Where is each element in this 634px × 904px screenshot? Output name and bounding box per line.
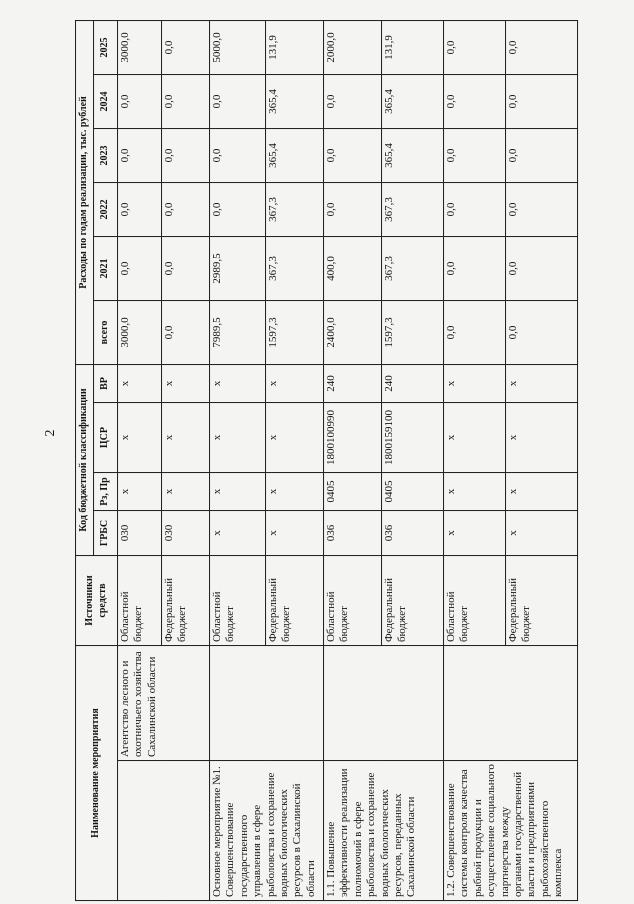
vr-cell: 240 [381, 364, 443, 402]
y2025-cell: 131,9 [265, 20, 323, 74]
grbs-cell: 036 [381, 511, 443, 556]
table-row [117, 20, 161, 900]
header-2022: 2022 [93, 182, 117, 236]
total-cell: 2400,0 [323, 300, 381, 364]
y2025-cell: 0,0 [161, 20, 209, 74]
source-cell: Федеральный бюджет [505, 556, 577, 646]
csr-cell: 1800100990 [323, 403, 381, 473]
budget-table [75, 20, 578, 901]
rz-pr-cell: х [117, 473, 161, 511]
y2021-cell: 0,0 [505, 236, 577, 300]
grbs-cell: 036 [323, 511, 381, 556]
rz-pr-cell: х [209, 473, 265, 511]
header-total: всего [93, 300, 117, 364]
responsible-cell: Агентство лесного и охотничьего хозяйства Сахалинской области [117, 646, 209, 761]
y2022-cell: 0,0 [505, 182, 577, 236]
table-body [117, 20, 577, 900]
activity-name-cell: 1.2. Совершенствование системы контроля качества рыбной продукции и осуществление социального партнерства между органами государственной власти и предприятиями рыбохозяйственного комплекса [443, 761, 577, 901]
page-number: 2 [43, 429, 58, 437]
y2022-cell: 367,3 [265, 182, 323, 236]
grbs-cell: 030 [161, 511, 209, 556]
y2023-cell: 365,4 [381, 128, 443, 182]
grbs-cell: х [505, 511, 577, 556]
rz-pr-cell: х [443, 473, 505, 511]
activity-name-cell [117, 761, 209, 901]
activity-name-cell: Основное мероприятие №1. Совершенствование государственного управления в сфере рыболовства и сохранение водных биологических ресурсов в Сахалинской области [209, 761, 323, 901]
y2024-cell: 0,0 [443, 74, 505, 128]
total-cell: 3000,0 [117, 300, 161, 364]
y2022-cell: 0,0 [323, 182, 381, 236]
total-cell: 0,0 [505, 300, 577, 364]
y2021-cell: 0,0 [117, 236, 161, 300]
csr-cell: х [161, 403, 209, 473]
vr-cell: х [209, 364, 265, 402]
y2021-cell: 367,3 [265, 236, 323, 300]
responsible-cell [323, 646, 443, 761]
grbs-cell: х [209, 511, 265, 556]
y2024-cell: 0,0 [117, 74, 161, 128]
y2021-cell: 400,0 [323, 236, 381, 300]
y2022-cell: 0,0 [443, 182, 505, 236]
y2023-cell: 365,4 [265, 128, 323, 182]
table-row [209, 20, 265, 900]
csr-cell: х [209, 403, 265, 473]
responsible-cell [209, 646, 323, 761]
y2023-cell: 0,0 [117, 128, 161, 182]
y2024-cell: 0,0 [161, 74, 209, 128]
y2022-cell: 0,0 [117, 182, 161, 236]
csr-cell: х [505, 403, 577, 473]
total-cell: 0,0 [443, 300, 505, 364]
vr-cell: х [161, 364, 209, 402]
y2025-cell: 3000,0 [117, 20, 161, 74]
rz-pr-cell: х [161, 473, 209, 511]
header-2024: 2024 [93, 74, 117, 128]
responsible-cell [443, 646, 577, 761]
y2025-cell: 0,0 [443, 20, 505, 74]
vr-cell: х [117, 364, 161, 402]
header-2023: 2023 [93, 128, 117, 182]
source-cell: Федеральный бюджет [381, 556, 443, 646]
grbs-cell: 030 [117, 511, 161, 556]
header-name: Наименование мероприятия [75, 646, 117, 901]
csr-cell: 1800159100 [381, 403, 443, 473]
y2023-cell: 0,0 [209, 128, 265, 182]
y2022-cell: 0,0 [209, 182, 265, 236]
source-cell: Федеральный бюджет [265, 556, 323, 646]
y2023-cell: 0,0 [161, 128, 209, 182]
table-row [323, 20, 381, 900]
table-row [443, 20, 505, 900]
y2022-cell: 367,3 [381, 182, 443, 236]
header-expenses: Расходы по годам реализации, тыс. рублей [75, 20, 93, 364]
source-cell: Областной бюджет [117, 556, 161, 646]
y2024-cell: 0,0 [323, 74, 381, 128]
source-cell: Областной бюджет [323, 556, 381, 646]
header-2025: 2025 [93, 20, 117, 74]
total-cell: 1597,3 [265, 300, 323, 364]
y2024-cell: 365,4 [381, 74, 443, 128]
y2023-cell: 0,0 [443, 128, 505, 182]
source-cell: Федеральный бюджет [161, 556, 209, 646]
y2022-cell: 0,0 [161, 182, 209, 236]
rz-pr-cell: 0405 [381, 473, 443, 511]
y2024-cell: 0,0 [505, 74, 577, 128]
y2021-cell: 0,0 [161, 236, 209, 300]
activity-name-cell: 1.1. Повышение эффективности реализации полномочий в сфере рыболовства и сохранение водных биологических ресурсов, переданных Сахалинской области [323, 761, 443, 901]
vr-cell: х [505, 364, 577, 402]
header-csr: ЦСР [93, 403, 117, 473]
vr-cell: х [443, 364, 505, 402]
vr-cell: х [265, 364, 323, 402]
y2021-cell: 2989,5 [209, 236, 265, 300]
y2023-cell: 0,0 [505, 128, 577, 182]
y2025-cell: 0,0 [505, 20, 577, 74]
header-vr: ВР [93, 364, 117, 402]
y2024-cell: 0,0 [209, 74, 265, 128]
header-sources: Источники средств [75, 556, 117, 646]
total-cell: 7989,5 [209, 300, 265, 364]
y2024-cell: 365,4 [265, 74, 323, 128]
y2025-cell: 131,9 [381, 20, 443, 74]
total-cell: 1597,3 [381, 300, 443, 364]
header-budget-classification: Код бюджетной классификации [75, 364, 93, 555]
header-grbs: ГРБС [93, 511, 117, 556]
grbs-cell: х [265, 511, 323, 556]
csr-cell: х [265, 403, 323, 473]
rz-pr-cell: 0405 [323, 473, 381, 511]
csr-cell: х [117, 403, 161, 473]
y2021-cell: 0,0 [443, 236, 505, 300]
y2025-cell: 5000,0 [209, 20, 265, 74]
vr-cell: 240 [323, 364, 381, 402]
grbs-cell: х [443, 511, 505, 556]
y2025-cell: 2000,0 [323, 20, 381, 74]
source-cell: Областной бюджет [443, 556, 505, 646]
csr-cell: х [443, 403, 505, 473]
rz-pr-cell: х [265, 473, 323, 511]
y2021-cell: 367,3 [381, 236, 443, 300]
header-rz-pr: Рз, Пр [93, 473, 117, 511]
total-cell: 0,0 [161, 300, 209, 364]
header-2021: 2021 [93, 236, 117, 300]
rz-pr-cell: х [505, 473, 577, 511]
y2023-cell: 0,0 [323, 128, 381, 182]
source-cell: Областной бюджет [209, 556, 265, 646]
